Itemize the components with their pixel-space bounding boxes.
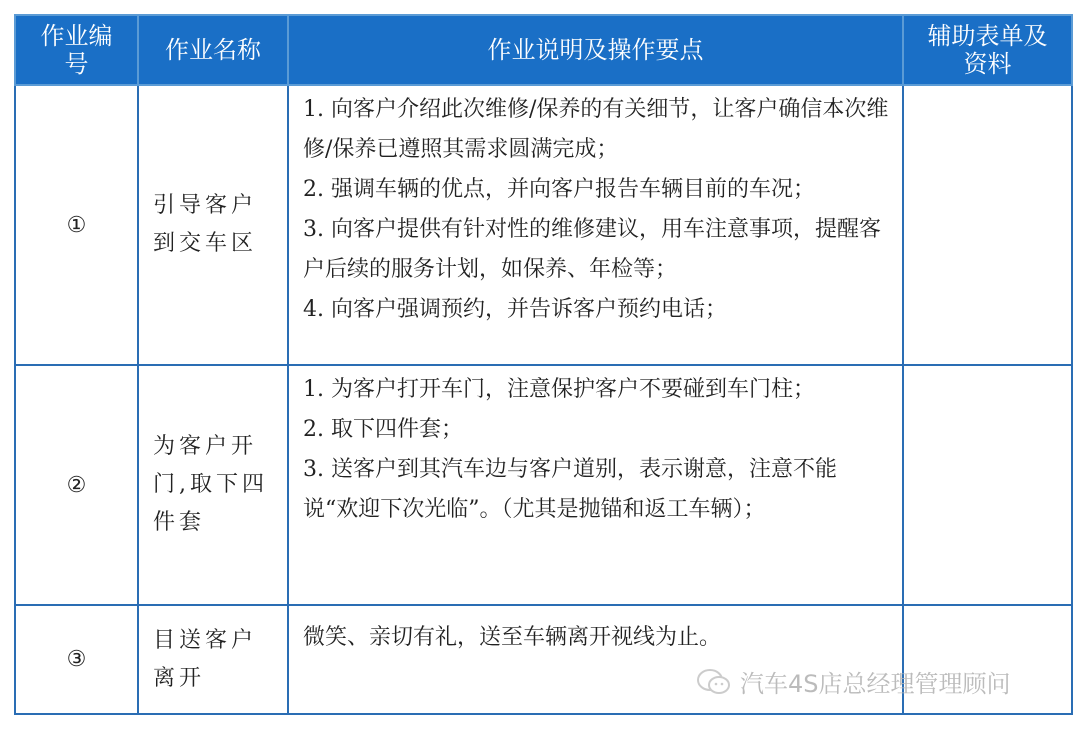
row-aux (903, 365, 1072, 605)
row-description (288, 85, 903, 365)
step: 2. 取下四件套； (303, 417, 463, 442)
header-aux: 辅助表单及资料 (903, 15, 1072, 85)
row-number: ② (15, 365, 138, 605)
step: 1. 向客户介绍此次维修/保养的有关细节，让客户确信本次维修/保养已遵照其需求圆满完成； (303, 97, 889, 162)
row-number: ③ (15, 605, 138, 714)
wechat-icon (696, 668, 732, 696)
header-description: 作业说明及操作要点 (288, 15, 903, 85)
row-name: 目送客户离开 (138, 605, 288, 714)
header-row (15, 15, 1072, 85)
step: 4. 向客户强调预约，并告诉客户预约电话； (303, 297, 727, 322)
row-aux (903, 85, 1072, 365)
watermark (696, 664, 1011, 699)
header-name: 作业名称 (138, 15, 288, 85)
table-row (15, 85, 1072, 365)
header-number: 作业编号 (15, 15, 138, 85)
step: 微笑、亲切有礼，送至车辆离开视线为止。 (303, 625, 722, 650)
step: 2. 强调车辆的优点，并向客户报告车辆目前的车况； (303, 177, 815, 202)
row-name: 为客户开门,取下四件套 (138, 365, 288, 605)
row-name: 引导客户到交车区 (138, 85, 288, 365)
work-table (14, 14, 1073, 715)
row-number: ① (15, 85, 138, 365)
table-row (15, 365, 1072, 605)
watermark-text: 汽车4S店总经理管理顾问 (740, 670, 1011, 698)
step: 3. 送客户到其汽车边与客户道别，表示谢意，注意不能说“欢迎下次光临”。（尤其是抛锚和返工车辆）； (303, 457, 837, 522)
row-description (288, 365, 903, 605)
step: 1. 为客户打开车门，注意保护客户不要碰到车门柱； (303, 377, 815, 402)
step: 3. 向客户提供有针对性的维修建议，用车注意事项，提醒客户后续的服务计划，如保养、年检等； (303, 217, 881, 282)
